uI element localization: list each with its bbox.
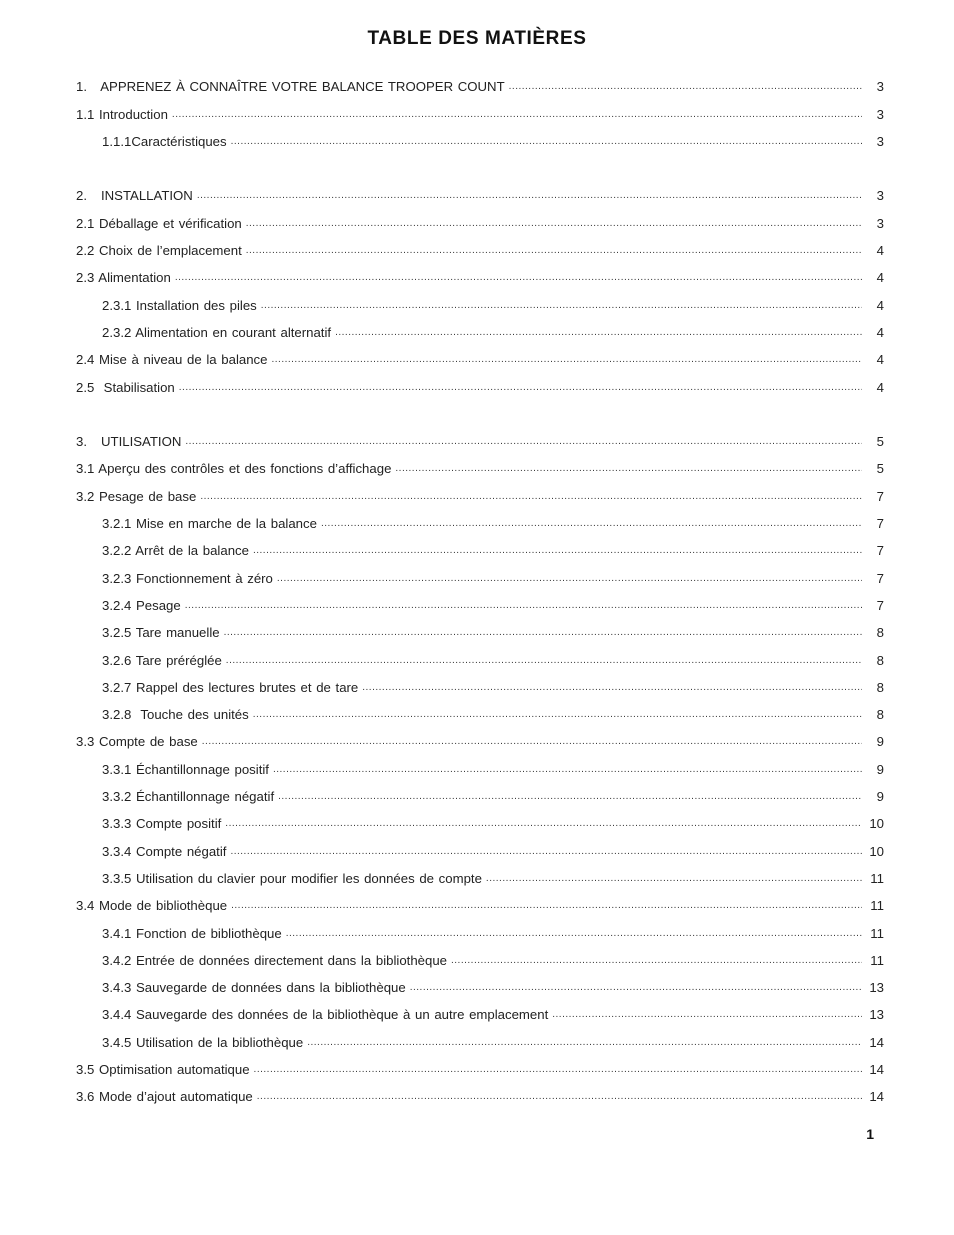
toc-entry-page: 7	[876, 516, 884, 532]
table-of-contents	[76, 68, 884, 1105]
toc-entry-label: 3.2.6 Tare préréglée	[102, 652, 222, 668]
toc-entry-page: 11	[870, 952, 884, 968]
toc-entry	[76, 341, 884, 368]
toc-entry-label: 2.2 Choix de l’emplacement	[76, 243, 242, 259]
toc-entry-label: 1.1.1Caractéristiques	[102, 133, 227, 149]
dot-leader	[552, 1009, 862, 1023]
toc-entry	[76, 259, 884, 286]
toc-entry	[76, 614, 884, 641]
dot-leader	[172, 109, 862, 123]
dot-leader	[451, 955, 862, 969]
toc-entry-label: 3.3.2 Échantillonnage négatif	[102, 789, 275, 805]
toc-entry	[76, 723, 884, 750]
toc-entry	[76, 969, 884, 996]
toc-entry	[76, 805, 884, 832]
toc-entry	[76, 1051, 884, 1078]
dot-leader	[307, 1037, 862, 1051]
toc-entry-label: 3.2.7 Rappel des lectures brutes et de tare	[102, 679, 359, 695]
dot-leader	[253, 709, 862, 723]
toc-entry	[76, 669, 884, 696]
toc-entry	[76, 532, 884, 559]
toc-entry-page: 3	[876, 133, 884, 149]
dot-leader	[277, 573, 862, 587]
toc-entry-label: 3.2.1 Mise en marche de la balance	[102, 516, 317, 532]
toc-entry-label: 3.3.5 Utilisation du clavier pour modifier les données de compte	[102, 870, 482, 886]
toc-entry-label: 3.4 Mode de bibliothèque	[76, 898, 228, 914]
toc-entry-label: 2.3.1 Installation des piles	[102, 297, 257, 313]
toc-entry	[76, 641, 884, 668]
toc-entry-page: 4	[876, 352, 884, 368]
toc-entry-label: 3.2.4 Pesage	[102, 597, 181, 613]
dot-leader	[246, 245, 862, 259]
dot-leader	[231, 900, 862, 914]
dot-leader	[231, 136, 862, 150]
dot-leader	[202, 736, 862, 750]
toc-entry-page: 8	[876, 707, 884, 723]
dot-leader	[253, 545, 862, 559]
toc-entry-label: 3.6 Mode d’ajout automatique	[76, 1089, 253, 1105]
toc-entry-page: 4	[876, 270, 884, 286]
toc-entry	[76, 750, 884, 777]
toc-entry	[76, 423, 884, 450]
toc-entry	[76, 942, 884, 969]
toc-entry-label: 3.2.2 Arrêt de la balance	[102, 543, 249, 559]
toc-entry-page: 9	[876, 789, 884, 805]
dot-leader	[335, 327, 862, 341]
toc-entry-page: 14	[869, 1034, 884, 1050]
toc-entry-page: 10	[869, 843, 884, 859]
toc-entry	[76, 368, 884, 395]
toc-entry-page: 11	[870, 898, 884, 914]
toc-entry-label: 3.4.1 Fonction de bibliothèque	[102, 925, 282, 941]
toc-entry	[76, 887, 884, 914]
dot-leader	[197, 190, 862, 204]
toc-entry-label: 3.4.5 Utilisation de la bibliothèque	[102, 1034, 304, 1050]
toc-entry-label: 3.2.5 Tare manuelle	[102, 625, 220, 641]
toc-entry-page: 7	[876, 543, 884, 559]
toc-entry	[76, 996, 884, 1023]
dot-leader	[261, 300, 862, 314]
toc-entry-page: 4	[876, 243, 884, 259]
toc-entry-label: 3.3.4 Compte négatif	[102, 843, 227, 859]
toc-entry-label: 3.3 Compte de base	[76, 734, 198, 750]
page-number: 1	[866, 1126, 874, 1142]
toc-entry-page: 9	[876, 761, 884, 777]
toc-entry-page: 7	[876, 570, 884, 586]
toc-entry	[76, 477, 884, 504]
dot-leader	[273, 764, 862, 778]
dot-leader	[321, 518, 862, 532]
toc-entry-label: 3.5 Optimisation automatique	[76, 1061, 250, 1077]
toc-entry-page: 5	[876, 461, 884, 477]
toc-entry	[76, 914, 884, 941]
toc-entry	[76, 286, 884, 313]
toc-entry-page: 4	[876, 297, 884, 313]
toc-entry-label: 2.3.2 Alimentation en courant alternatif	[102, 324, 332, 340]
toc-entry-label: 3.3.1 Échantillonnage positif	[102, 761, 269, 777]
toc-entry-page: 8	[876, 625, 884, 641]
toc-entry-page: 13	[869, 980, 884, 996]
toc-entry-label: 2.3 Alimentation	[76, 270, 171, 286]
toc-entry	[76, 860, 884, 887]
dot-leader	[200, 491, 862, 505]
toc-entry-page: 8	[876, 652, 884, 668]
dot-leader	[486, 873, 862, 887]
toc-entry	[76, 587, 884, 614]
dot-leader	[185, 436, 862, 450]
toc-entry-page: 7	[876, 597, 884, 613]
dot-leader	[410, 982, 862, 996]
dot-leader	[225, 818, 862, 832]
toc-entry	[76, 95, 884, 122]
toc-entry-page: 7	[876, 488, 884, 504]
dot-leader	[271, 354, 862, 368]
toc-entry	[76, 68, 884, 95]
toc-entry	[76, 314, 884, 341]
toc-entry	[76, 1023, 884, 1050]
toc-entry-label: 2.1 Déballage et vérification	[76, 215, 242, 231]
toc-entry-page: 8	[876, 679, 884, 695]
dot-leader	[226, 655, 862, 669]
toc-entry-page: 10	[869, 816, 884, 832]
toc-entry-page: 4	[876, 379, 884, 395]
toc-entry	[76, 559, 884, 586]
dot-leader	[230, 846, 862, 860]
toc-entry-label: 2.4 Mise à niveau de la balance	[76, 352, 268, 368]
dot-leader	[224, 627, 862, 641]
page-title: TABLE DES MATIÈRES	[367, 28, 587, 49]
toc-entry-label: 1.1 Introduction	[76, 106, 168, 122]
dot-leader	[246, 218, 862, 232]
toc-entry-label: 2. INSTALLATION	[76, 188, 193, 204]
toc-entry	[76, 696, 884, 723]
toc-entry-page: 13	[869, 1007, 884, 1023]
dot-leader	[254, 1064, 862, 1078]
toc-entry-label: 3.4.4 Sauvegarde des données de la bibliothèque à un autre emplacement	[102, 1007, 549, 1023]
toc-entry	[76, 123, 884, 150]
dot-leader	[175, 272, 862, 286]
toc-entry	[76, 505, 884, 532]
dot-leader	[395, 463, 862, 477]
dot-leader	[286, 928, 862, 942]
toc-entry	[76, 204, 884, 231]
toc-entry-label: 3.2.3 Fonctionnement à zéro	[102, 570, 273, 586]
toc-entry-page: 3	[876, 106, 884, 122]
toc-entry-label: 3.1 Aperçu des contrôles et des fonctions d’affichage	[76, 461, 392, 477]
toc-entry-page: 11	[870, 870, 884, 886]
toc-entry	[76, 450, 884, 477]
toc-entry-page: 4	[876, 324, 884, 340]
toc-entry-page: 5	[876, 434, 884, 450]
toc-entry-page: 11	[870, 925, 884, 941]
toc-entry	[76, 232, 884, 259]
toc-entry-page: 3	[876, 188, 884, 204]
toc-entry-page: 9	[876, 734, 884, 750]
toc-entry	[76, 1078, 884, 1105]
toc-entry-page: 14	[869, 1061, 884, 1077]
toc-entry-label: 3.3.3 Compte positif	[102, 816, 222, 832]
dot-leader	[185, 600, 862, 614]
dot-leader	[362, 682, 862, 696]
toc-entry	[76, 778, 884, 805]
toc-entry	[76, 832, 884, 859]
dot-leader	[257, 1091, 862, 1105]
dot-leader	[509, 81, 862, 95]
toc-entry-page: 3	[876, 215, 884, 231]
toc-entry-label: 3.2 Pesage de base	[76, 488, 197, 504]
toc-entry-label: 3. UTILISATION	[76, 434, 182, 450]
toc-entry-label: 3.4.3 Sauvegarde de données dans la bibliothèque	[102, 980, 406, 996]
dot-leader	[278, 791, 862, 805]
toc-entry-label: 2.5 Stabilisation	[76, 379, 175, 395]
toc-entry-label: 3.2.8 Touche des unités	[102, 707, 249, 723]
toc-entry-page: 3	[876, 79, 884, 95]
dot-leader	[179, 382, 862, 396]
toc-entry-label: 1. APPRENEZ À CONNAÎTRE VOTRE BALANCE TROOPER COUNT	[76, 79, 505, 95]
toc-entry-label: 3.4.2 Entrée de données directement dans la bibliothèque	[102, 952, 447, 968]
toc-entry-page: 14	[869, 1089, 884, 1105]
toc-entry	[76, 177, 884, 204]
